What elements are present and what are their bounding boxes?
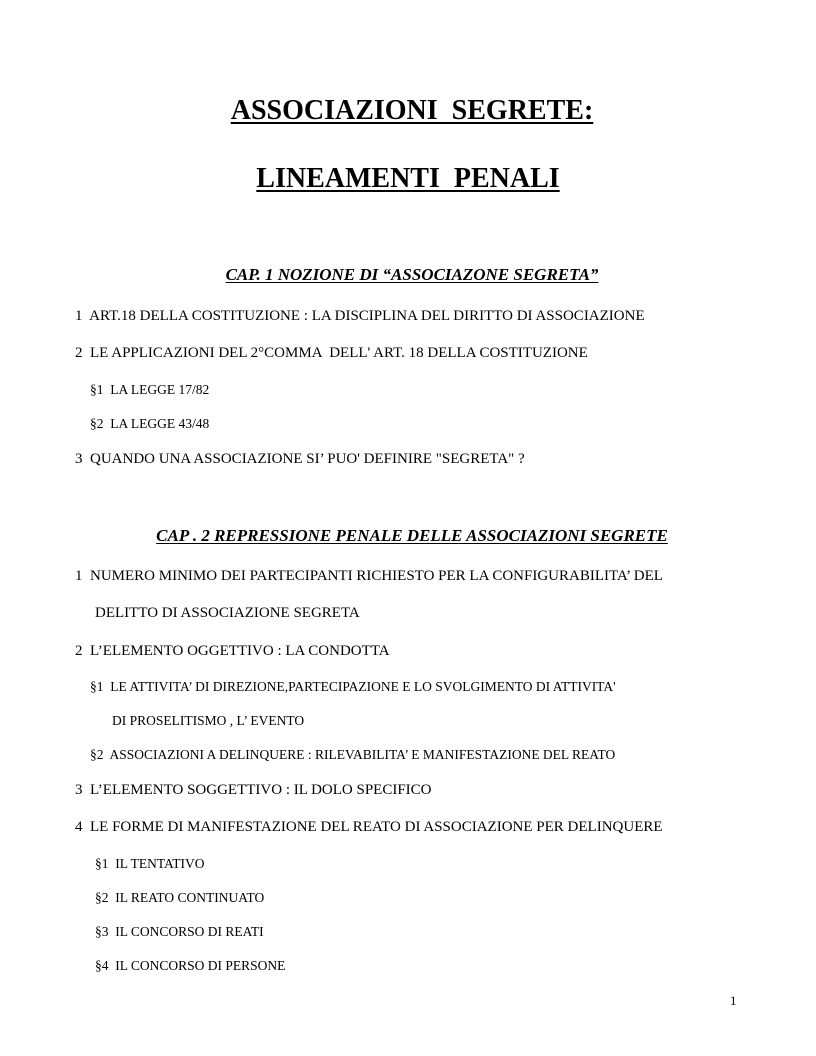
page-number: 1 — [730, 993, 737, 1008]
toc-item: 1 NUMERO MINIMO DEI PARTECIPANTI RICHIESTO PER LA CONFIGURABILITA’ DEL — [75, 568, 663, 584]
toc-item: 2 L’ELEMENTO OGGETTIVO : LA CONDOTTA — [75, 643, 390, 659]
toc-item-continuation: DELITTO DI ASSOCIAZIONE SEGRETA — [95, 605, 360, 621]
toc-subitem: §1 IL TENTATIVO — [95, 856, 205, 871]
toc-subitem: §2 LA LEGGE 43/48 — [90, 416, 210, 431]
toc-item: 4 LE FORME DI MANIFESTAZIONE DEL REATO DI ASSOCIAZIONE PER DELINQUERE — [75, 819, 663, 835]
toc-item: 2 LE APPLICAZIONI DEL 2°COMMA DELL' ART. 18 DELLA COSTITUZIONE — [75, 345, 588, 361]
toc-subitem: §2 IL REATO CONTINUATO — [95, 890, 265, 905]
toc-subitem: §4 IL CONCORSO DI PERSONE — [95, 958, 286, 973]
toc-subitem: §1 LE ATTIVITA’ DI DIREZIONE,PARTECIPAZIONE E LO SVOLGIMENTO DI ATTIVITA' — [90, 679, 616, 694]
toc-subitem: §2 ASSOCIAZIONI A DELINQUERE : RILEVABILITA’ E MANIFESTAZIONE DEL REATO — [90, 747, 616, 762]
chapter-1-heading: CAP. 1 NOZIONE DI “ASSOCIAZONE SEGRETA” — [225, 265, 599, 284]
toc-item: 3 L’ELEMENTO SOGGETTIVO : IL DOLO SPECIFICO — [75, 782, 432, 798]
toc-item: 3 QUANDO UNA ASSOCIAZIONE SI’ PUO' DEFINIRE "SEGRETA" ? — [75, 451, 525, 467]
chapter-2-heading: CAP . 2 REPRESSIONE PENALE DELLE ASSOCIAZIONI SEGRETE — [156, 526, 668, 545]
toc-subitem: §1 LA LEGGE 17/82 — [90, 382, 210, 397]
toc-item: 1 ART.18 DELLA COSTITUZIONE : LA DISCIPLINA DEL DIRITTO DI ASSOCIAZIONE — [75, 308, 645, 324]
document-title-line-1: ASSOCIAZIONI SEGRETE: — [230, 95, 594, 126]
toc-subitem-continuation: DI PROSELITISMO , L’ EVENTO — [112, 713, 305, 728]
toc-subitem: §3 IL CONCORSO DI REATI — [95, 924, 264, 939]
document-title-line-2: LINEAMENTI PENALI — [256, 163, 560, 194]
